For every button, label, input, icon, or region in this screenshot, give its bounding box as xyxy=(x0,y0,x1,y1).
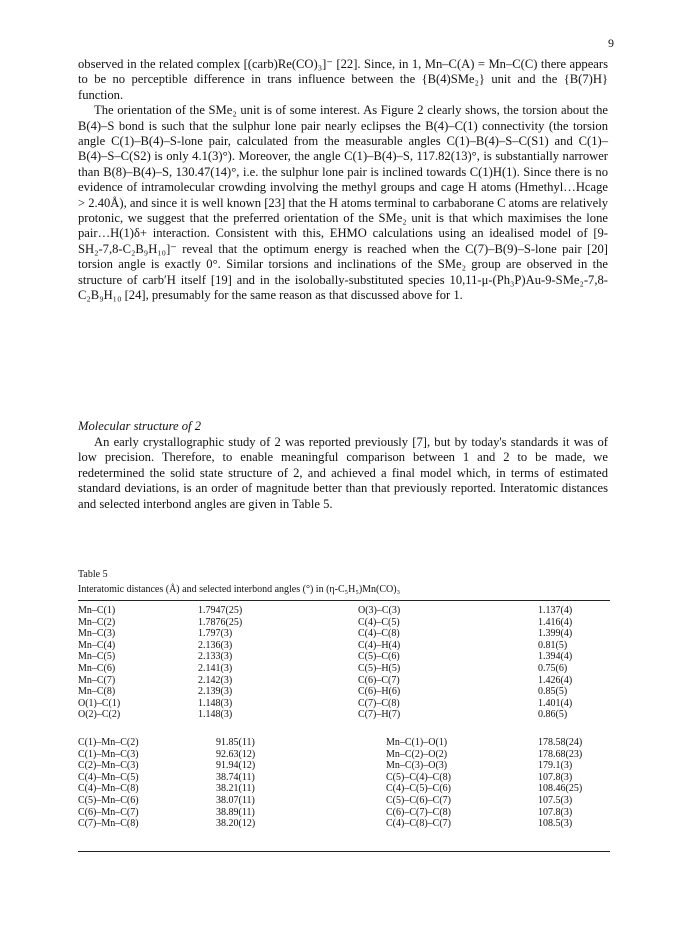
table-row xyxy=(78,772,610,784)
table-caption: Interatomic distances (Å) and selected interbond angles (°) in (η-C₅H₅)Mn(CO)₃ xyxy=(78,584,401,595)
table-cell: Mn–C(7) xyxy=(78,674,116,686)
table-cell: C(7)–C(8) xyxy=(358,697,400,709)
table-cell: C(6)–H(6) xyxy=(358,686,401,698)
table-cell: 2.141(3) xyxy=(198,662,233,674)
table-row xyxy=(78,640,610,652)
table-cell: 107.5(3) xyxy=(538,794,573,806)
page-number: 9 xyxy=(608,36,614,50)
table-row xyxy=(78,663,610,675)
paragraph-2: The orientation of the SMe₂ unit is of some interest. As Figure 2 clearly shows, the torsion about the B(4)–S bond is such that the sulphur lone pair nearly eclipses the B(4)–C(1) connectivity (the torsion angle C(1)–B(4)–S-lone pair, calculated from the measurable angles C(1)–B(4)–S–C(S1) and C(1)–B(4)–S–C(S2) is only 4.1(3)°). Moreover, the angle C(1)–B(4)–S, 117.82(13)°, is substantially narrower than B(8)–B(4)–S, 130.47(14)°, i.e. the sulphur lone pair is inclined towards C(1)H(1). Since there is no evidence of intramolecular crowding involving the methyl groups and cage H atoms (Hmethyl…Hcage > 2.40Å), and since it is well known [23] that the H atoms terminal to carbaborane C atoms are relatively protonic, we suggest that the preferred orientation of the SMe₂ unit is that which maximises the lone pair…H(1)δ+ interaction. Consistent with this, EHMO calculations using an idealised model of [9-SH₂-7,8-C₂B₉H₁₀]⁻ reveal that the optimum energy is reached when the C(7)–B(9)–S-lone pair [20] torsion angle is exactly 0°. Similar torsions and inclinations of the SMe₂ group are observed in the structure of carb′H itself [19] and in the isolobally-substituted species 10,11-μ-(Ph₃P)Au-9-SMe₂-7,8-C₂B₉H₁₀ [24], presumably for the same reason as that discussed above for 1. xyxy=(78,103,608,303)
table-cell: C(4)–C(8) xyxy=(358,628,400,640)
table-cell: 1.416(4) xyxy=(538,616,573,628)
table-cell: C(6)–C(7) xyxy=(358,674,400,686)
table-cell: 0.86(5) xyxy=(538,709,568,721)
table-cell: 2.136(3) xyxy=(198,639,233,651)
table-row xyxy=(78,807,610,819)
table-row xyxy=(78,737,610,749)
table-cell: C(4)–C(5) xyxy=(358,616,400,628)
table-cell: C(5)–Mn–C(6) xyxy=(78,794,139,806)
table-cell: O(2)–C(2) xyxy=(78,709,121,721)
table-cell: C(5)–H(5) xyxy=(358,662,401,674)
table-row xyxy=(78,749,610,761)
table-cell: 1.401(4) xyxy=(538,697,573,709)
table-cell: 91.94(12) xyxy=(216,760,256,772)
table-cell: 38.21(11) xyxy=(216,783,255,795)
table-cell: Mn–C(3) xyxy=(78,628,116,640)
table-row xyxy=(78,795,610,807)
table-cell: Mn–C(2) xyxy=(78,616,116,628)
table-cell: C(4)–Mn–C(8) xyxy=(78,783,139,795)
table-cell: Mn–C(1) xyxy=(78,605,116,616)
table-cell: 108.46(25) xyxy=(538,783,583,795)
table-cell: C(7)–Mn–C(8) xyxy=(78,818,139,830)
table-label: Table 5 xyxy=(78,569,108,580)
table-row xyxy=(78,605,610,617)
table-cell: 38.20(12) xyxy=(216,818,256,830)
table-cell: Mn–C(4) xyxy=(78,639,116,651)
table-row xyxy=(78,651,610,663)
table-cell: O(1)–C(1) xyxy=(78,697,121,709)
table-cell: 0.81(5) xyxy=(538,639,568,651)
table-cell: O(3)–C(3) xyxy=(358,605,401,616)
table-cell: C(5)–C(6) xyxy=(358,651,400,663)
table-cell: C(7)–H(7) xyxy=(358,709,401,721)
table-cell: 1.148(3) xyxy=(198,697,233,709)
paragraph-1: observed in the related complex [(carb)Re(CO)₃]⁻ [22]. Since, in 1, Mn–C(A) = Mn–C(C) there appears to be no perceptible difference in trans influence between the {B(4)SMe₂} unit and the {B(7)H} function. xyxy=(78,57,608,102)
table-bottom-rule xyxy=(78,851,610,852)
table-cell: 1.426(4) xyxy=(538,674,573,686)
body-text-upper xyxy=(78,57,608,304)
table-top-rule xyxy=(78,600,610,601)
table-cell: C(6)–C(7)–C(8) xyxy=(386,806,451,818)
table-cell: C(4)–Mn–C(5) xyxy=(78,771,139,783)
table-cell: C(4)–C(5)–C(6) xyxy=(386,783,451,795)
table-cell: 38.07(11) xyxy=(216,794,255,806)
table-cell: 38.89(11) xyxy=(216,806,255,818)
table-row xyxy=(78,675,610,687)
table-cell: C(4)–H(4) xyxy=(358,639,401,651)
table-cell: 0.85(5) xyxy=(538,686,568,698)
table-cell: 107.8(3) xyxy=(538,806,573,818)
table-cell: 0.75(6) xyxy=(538,662,568,674)
table-row xyxy=(78,617,610,629)
table-cell: 1.797(3) xyxy=(198,628,233,640)
table-cell: 1.137(4) xyxy=(538,605,573,616)
table-cell: C(4)–C(8)–C(7) xyxy=(386,818,451,830)
table-cell: 91.85(11) xyxy=(216,737,255,748)
table-cell: 1.148(3) xyxy=(198,709,233,721)
table-cell: 2.142(3) xyxy=(198,674,233,686)
table-cell: 1.7947(25) xyxy=(198,605,243,616)
table-row xyxy=(78,686,610,698)
table-cell: 92.63(12) xyxy=(216,748,256,760)
table-row xyxy=(78,818,610,830)
table-cell: 1.394(4) xyxy=(538,651,573,663)
table-row xyxy=(78,783,610,795)
table-cell: C(5)–C(6)–C(7) xyxy=(386,794,451,806)
table-row xyxy=(78,698,610,710)
table-cell: 107.8(3) xyxy=(538,771,573,783)
distances-table xyxy=(78,605,610,721)
table-cell: Mn–C(8) xyxy=(78,686,116,698)
table-cell: 108.5(3) xyxy=(538,818,573,830)
table-cell: 178.68(23) xyxy=(538,748,583,760)
table-cell: C(5)–C(4)–C(8) xyxy=(386,771,451,783)
table-cell: C(6)–Mn–C(7) xyxy=(78,806,139,818)
table-cell: 1.399(4) xyxy=(538,628,573,640)
table-cell: C(1)–Mn–C(2) xyxy=(78,737,139,748)
table-cell: Mn–C(6) xyxy=(78,662,116,674)
table-cell: 179.1(3) xyxy=(538,760,573,772)
paragraph-3: An early crystallographic study of 2 was reported previously [7], but by today's standards it was of low precision. Therefore, to enable meaningful comparison between 1 and 2 to be made, we redetermined the solid state structure of 2, and achieved a final model which, in terms of estimated standard deviations, is an order of magnitude better than that previously reported. Interatomic distances and selected interbond angles are given in Table 5. xyxy=(78,435,608,511)
table-row xyxy=(78,760,610,772)
table-cell: Mn–C(5) xyxy=(78,651,116,663)
angles-table xyxy=(78,737,610,830)
table-cell: 2.133(3) xyxy=(198,651,233,663)
section-heading: Molecular structure of 2 xyxy=(78,419,202,433)
table-cell: Mn–C(3)–O(3) xyxy=(386,760,448,772)
table-row xyxy=(78,628,610,640)
body-text-lower xyxy=(78,435,608,512)
table-cell: 38.74(11) xyxy=(216,771,255,783)
table-cell: 178.58(24) xyxy=(538,737,583,748)
table-cell: C(1)–Mn–C(3) xyxy=(78,748,139,760)
table-row xyxy=(78,709,610,721)
table-cell: Mn–C(2)–O(2) xyxy=(386,748,448,760)
table-cell: Mn–C(1)–O(1) xyxy=(386,737,448,748)
table-cell: C(2)–Mn–C(3) xyxy=(78,760,139,772)
table-cell: 1.7876(25) xyxy=(198,616,243,628)
table-cell: 2.139(3) xyxy=(198,686,233,698)
